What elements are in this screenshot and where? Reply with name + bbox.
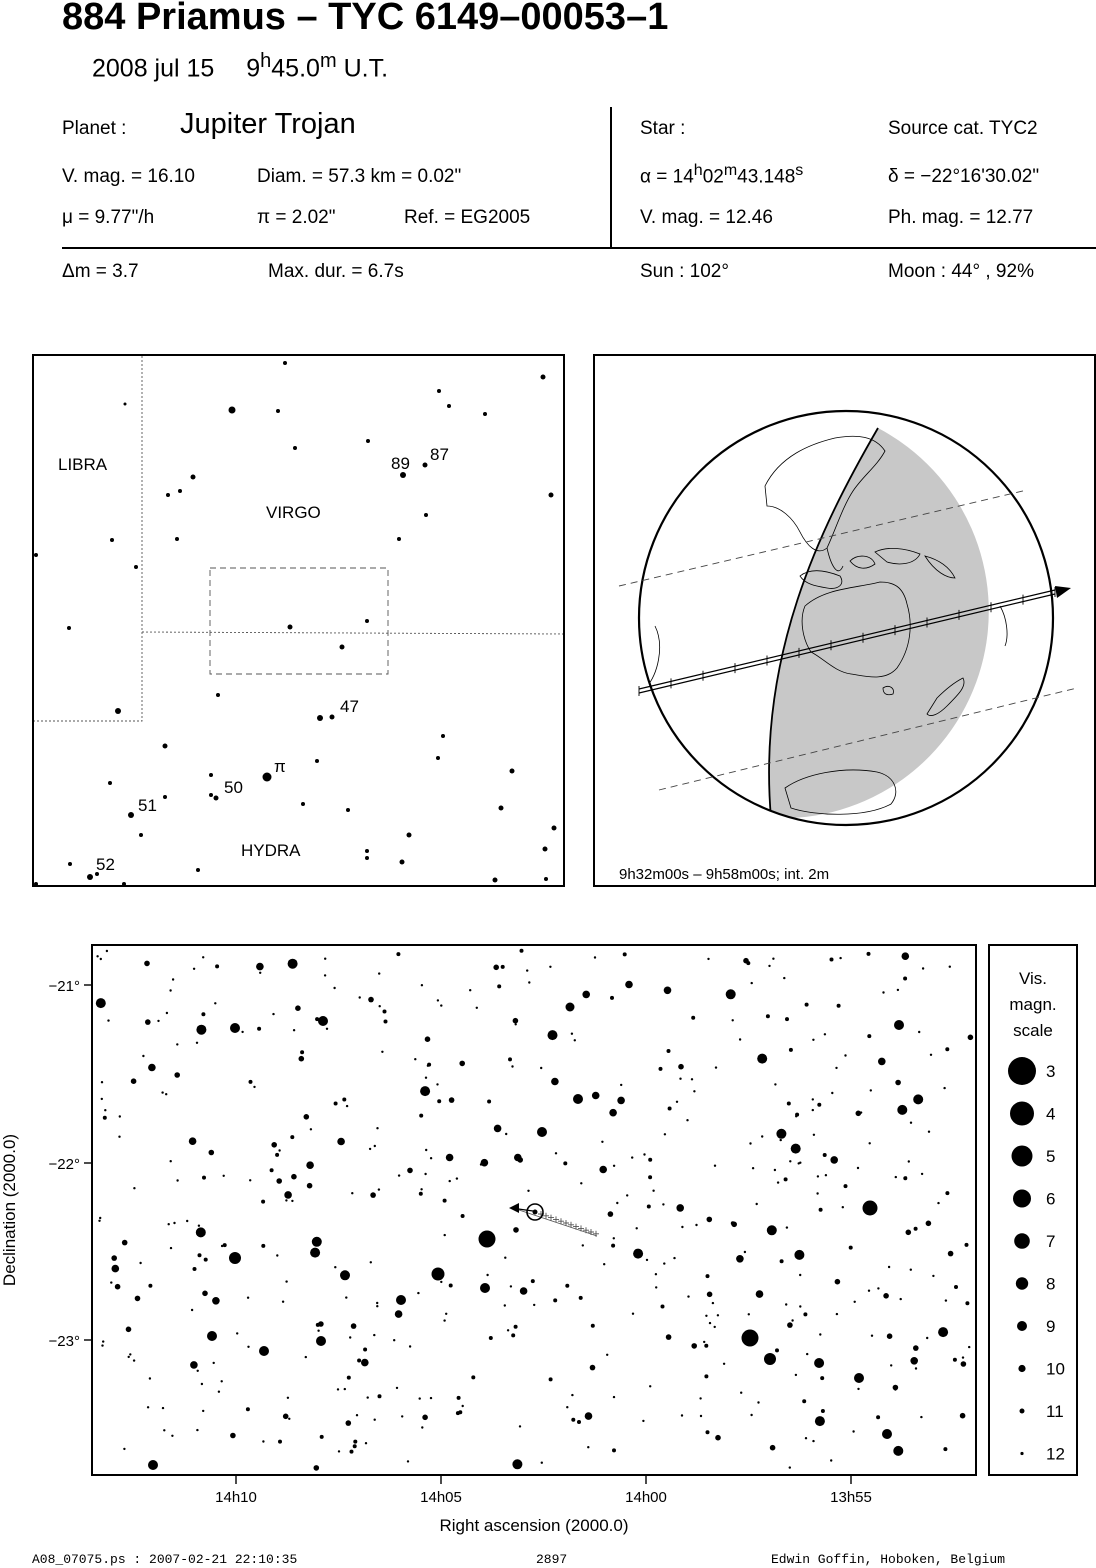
legend-dot-mag-3 xyxy=(1008,1057,1036,1085)
finder-star xyxy=(214,796,219,801)
max-duration: Max. dur. = 6.7s xyxy=(268,261,404,282)
event-minute: 45.0 xyxy=(271,54,320,83)
finder-star xyxy=(365,856,369,860)
finder-star xyxy=(346,808,350,812)
alpha-prefix: α = 14 xyxy=(640,166,694,188)
finder-star xyxy=(67,626,71,630)
finder-star xyxy=(87,874,93,880)
finder-star xyxy=(263,773,272,782)
finder-star xyxy=(483,412,487,416)
legend-title-1: Vis. xyxy=(1018,969,1048,988)
alpha-seconds: 43.148 xyxy=(737,166,796,188)
x-tick-14h10: 14h10 xyxy=(215,1489,257,1506)
finder-star xyxy=(510,769,515,774)
x-tick-14h00: 14h00 xyxy=(625,1489,667,1506)
planet-reference: Ref. = EG2005 xyxy=(404,207,531,228)
finder-star xyxy=(209,773,213,777)
finder-star xyxy=(493,878,498,883)
finder-star xyxy=(436,756,440,760)
finder-star xyxy=(34,553,38,557)
star-label-52: 52 xyxy=(96,855,115,874)
legend-label-mag-6: 6 xyxy=(1046,1189,1056,1209)
x-axis-label: Right ascension (2000.0) xyxy=(439,1516,629,1535)
finder-star xyxy=(229,407,236,414)
finder-star xyxy=(293,446,297,450)
header-horizontal-divider xyxy=(62,247,1096,249)
star-source-catalog: Source cat. TYC2 xyxy=(888,118,1038,139)
finder-stars xyxy=(34,361,557,885)
footer-credit: Edwin Goffin, Hoboken, Belgium xyxy=(771,1552,1006,1567)
finder-star xyxy=(276,409,280,413)
y-axis-label: Declination (2000.0) xyxy=(0,1133,19,1287)
legend-label-mag-4: 4 xyxy=(1046,1104,1056,1124)
alpha-h-unit: h xyxy=(693,162,703,179)
finder-star xyxy=(124,403,127,406)
legend-dot-mag-12 xyxy=(1020,1452,1023,1455)
finder-chart-panel xyxy=(32,354,565,887)
footer-page-number: 2897 xyxy=(536,1552,568,1567)
finder-star xyxy=(216,693,220,697)
legend-label-mag-12: 12 xyxy=(1046,1444,1065,1464)
legend-svg xyxy=(990,946,1076,1474)
constellation-virgo: VIRGO xyxy=(266,503,321,522)
constellation-hydra: HYDRA xyxy=(241,841,301,860)
finder-star xyxy=(163,795,167,799)
event-date: 2008 jul 15 xyxy=(92,54,215,83)
finder-star xyxy=(499,806,504,811)
y-tick-21: −21° xyxy=(48,978,80,995)
finder-star xyxy=(365,849,369,853)
finder-star xyxy=(34,882,38,885)
finder-star xyxy=(365,619,369,623)
star-label-50: 50 xyxy=(224,778,243,797)
finder-star xyxy=(108,781,112,785)
minute-unit: m xyxy=(319,50,337,72)
finder-star xyxy=(441,734,445,738)
legend-dot-mag-4 xyxy=(1010,1102,1034,1126)
finder-star xyxy=(447,404,451,408)
finder-star xyxy=(288,625,293,630)
finder-star xyxy=(552,826,557,831)
finder-star xyxy=(424,513,428,517)
alpha-s-unit: s xyxy=(795,162,804,179)
legend-label-mag-3: 3 xyxy=(1046,1062,1056,1081)
finder-star xyxy=(178,489,182,493)
finder-star xyxy=(122,882,126,885)
finder-star xyxy=(166,493,170,497)
star-phmag: Ph. mag. = 12.77 xyxy=(888,207,1034,228)
star-declination: δ = −22°16'30.02" xyxy=(888,166,1040,187)
finder-star xyxy=(175,537,179,541)
finder-star xyxy=(209,793,213,797)
legend-label-mag-8: 8 xyxy=(1046,1274,1056,1294)
globe-panel xyxy=(593,354,1096,887)
constellation-libra: LIBRA xyxy=(58,455,108,474)
legend-title-2: magn. xyxy=(1009,995,1057,1014)
finder-star xyxy=(163,744,168,749)
finder-star xyxy=(543,847,548,852)
y-tick-23: −23° xyxy=(48,1333,80,1350)
finder-star xyxy=(134,565,138,569)
sun-elongation: Sun : 102° xyxy=(640,261,729,282)
legend-dot-mag-9 xyxy=(1017,1321,1027,1331)
legend-dot-mag-6 xyxy=(1013,1190,1031,1208)
finder-star xyxy=(68,862,72,866)
alpha-minutes: 02 xyxy=(702,166,724,188)
finder-star xyxy=(423,463,428,468)
legend-dot-mag-10 xyxy=(1018,1365,1025,1372)
legend-dot-mag-5 xyxy=(1012,1146,1033,1167)
planet-parallax: π = 2.02" xyxy=(257,207,336,228)
legend-dot-mag-11 xyxy=(1020,1409,1025,1414)
legend-title-3: scale xyxy=(1013,1021,1053,1040)
event-hour: 9 xyxy=(246,54,261,83)
constellation-boundaries xyxy=(34,356,563,721)
star-label-47: 47 xyxy=(340,697,359,716)
star-label: Star : xyxy=(640,118,686,139)
finder-star xyxy=(110,538,114,542)
finder-star xyxy=(549,493,554,498)
star-vmag: V. mag. = 12.46 xyxy=(640,207,773,228)
planet-vmag: V. mag. = 16.10 xyxy=(62,166,195,187)
event-datetime xyxy=(92,50,388,83)
legend-label-mag-10: 10 xyxy=(1046,1359,1065,1379)
finder-star xyxy=(315,759,319,763)
star-label-87: 87 xyxy=(430,445,449,464)
moon-info: Moon : 44° , 92% xyxy=(888,261,1034,282)
planet-label: Planet : xyxy=(62,118,127,139)
magnitude-legend xyxy=(988,944,1078,1476)
star-label-51: 51 xyxy=(138,796,157,815)
star-label-89: 89 xyxy=(391,454,410,473)
field-of-view-rectangle xyxy=(210,568,388,674)
x-tick-13h55: 13h55 xyxy=(830,1489,872,1506)
header-vertical-divider xyxy=(610,107,612,248)
hour-unit: h xyxy=(260,50,272,72)
finder-star xyxy=(115,708,121,714)
finder-star xyxy=(366,439,370,443)
planet-type: Jupiter Trojan xyxy=(180,108,356,140)
event-timescale: U.T. xyxy=(343,54,389,83)
finder-star xyxy=(541,375,546,380)
finder-star xyxy=(128,812,134,818)
finder-star xyxy=(139,833,143,837)
planet-diameter: Diam. = 57.3 km = 0.02" xyxy=(257,166,462,187)
finder-star xyxy=(196,868,200,872)
finder-star xyxy=(544,877,548,881)
x-tick-14h05: 14h05 xyxy=(420,1489,462,1506)
legend-items xyxy=(1008,1057,1065,1464)
page-title: 884 Priamus – TYC 6149–00053–1 xyxy=(62,0,669,38)
finder-star xyxy=(340,645,345,650)
finder-star xyxy=(397,537,401,541)
star-right-ascension xyxy=(640,162,803,188)
finder-chart-svg xyxy=(34,356,563,885)
y-tick-22: −22° xyxy=(48,1156,80,1173)
planet-motion: μ = 9.77"/h xyxy=(62,207,155,228)
finder-star xyxy=(437,389,441,393)
legend-label-mag-11: 11 xyxy=(1046,1402,1064,1421)
finder-star xyxy=(191,475,196,480)
finder-star xyxy=(407,833,412,838)
finder-star xyxy=(330,715,335,720)
finder-star xyxy=(317,715,323,721)
path-direction-arrow xyxy=(1055,586,1071,598)
finder-star xyxy=(283,361,287,365)
legend-label-mag-9: 9 xyxy=(1046,1317,1056,1336)
legend-label-mag-5: 5 xyxy=(1046,1147,1056,1166)
finder-star xyxy=(400,860,405,865)
axis-tick-marks xyxy=(84,985,851,1484)
footer-file: A08_07075.ps : 2007-02-21 22:10:35 xyxy=(32,1552,298,1567)
alpha-m-unit: m xyxy=(723,162,738,179)
finder-star xyxy=(301,802,305,806)
legend-label-mag-7: 7 xyxy=(1046,1232,1056,1251)
legend-dot-mag-8 xyxy=(1016,1277,1028,1289)
delta-magnitude: Δm = 3.7 xyxy=(62,261,139,282)
star-label-pi: π xyxy=(274,757,286,776)
globe-svg xyxy=(595,356,1094,885)
legend-dot-mag-7 xyxy=(1014,1233,1030,1249)
globe-caption: 9h32m00s – 9h58m00s; int. 2m xyxy=(619,866,830,883)
detail-chart-axes xyxy=(0,930,1096,1550)
